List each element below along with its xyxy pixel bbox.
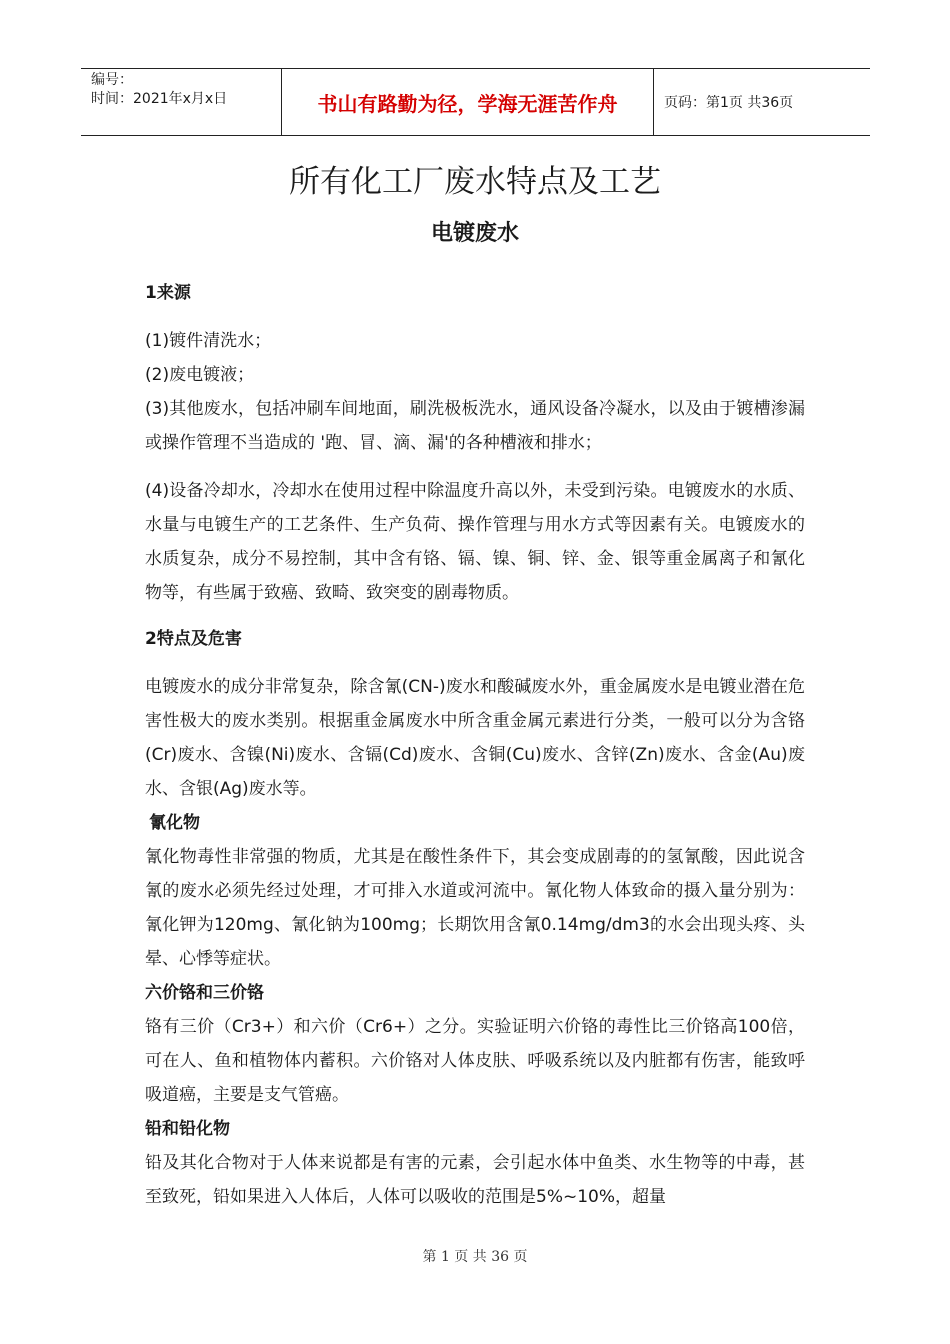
source-item-3: (3)其他废水，包括冲刷车间地面，刷洗极板洗水，通风设备冷凝水，以及由于镀槽渗漏或操作管理不当造成的 '跑、冒、滴、漏'的各种槽液和排水；	[145, 399, 805, 453]
header-meta	[81, 69, 282, 135]
header-motto: 书山有路勤为径，学海无涯苦作舟	[282, 69, 654, 135]
features-paragraph: 电镀废水的成分非常复杂，除含氰(CN-)废水和酸碱废水外，重金属废水是电镀业潜在危害性极大的废水类别。根据重金属废水中所含重金属元素进行分类，一般可以分为含铬(Cr)废水、含镍(Ni)废水、含镉(Cd)废水、含铜(Cu)废水、含锌(Zn)废水、含金(Au)废水、含银(Ag)废水等。	[145, 677, 805, 799]
section-heading-source: 1来源	[145, 283, 191, 303]
document-subtitle: 电镀废水	[430, 221, 519, 246]
lead-paragraph: 铅及其化合物对于人体来说都是有害的元素，会引起水体中鱼类、水生物等的中毒，甚至致死，铅如果进入人体后，人体可以吸收的范围是5%~10%，超量	[145, 1153, 805, 1207]
section-heading-features: 2特点及危害	[145, 629, 242, 649]
subheading-lead: 铅和铅化物	[145, 1119, 230, 1139]
page-header	[81, 68, 870, 136]
page-footer: 第 1 页 共 36 页	[422, 1249, 528, 1265]
time-label: 时间：2021年x月x日	[91, 91, 228, 107]
subheading-chromium: 六价铬和三价铬	[145, 983, 264, 1003]
source-item-4: (4)设备冷却水，冷却水在使用过程中除温度升高以外，未受到污染。电镀废水的水质、水量与电镀生产的工艺条件、生产负荷、操作管理与用水方式等因素有关。电镀废水的水质复杂，成分不易控制，其中含有铬、镉、镍、铜、锌、金、银等重金属离子和氰化物等，有些属于致癌、致畸、致突变的剧毒物质。	[145, 481, 805, 603]
document-title: 所有化工厂废水特点及工艺	[289, 164, 661, 200]
number-label: 编号：	[91, 72, 133, 88]
chromium-paragraph: 铬有三价（Cr3+）和六价（Cr6+）之分。实验证明六价铬的毒性比三价铬高100倍，可在人、鱼和植物体内蓄积。六价铬对人体皮肤、呼吸系统以及内脏都有伤害，能致呼吸道癌，主要是支气管癌。	[145, 1017, 805, 1105]
subheading-cyanide: 氰化物	[149, 813, 200, 833]
source-item-2: (2)废电镀液；	[145, 365, 255, 385]
document-body	[145, 276, 805, 1214]
cyanide-paragraph: 氰化物毒性非常强的物质，尤其是在酸性条件下，其会变成剧毒的的氢氰酸，因此说含氰的废水必须先经过处理，才可排入水道或河流中。氰化物人体致命的摄入量分别为：氰化钾为120mg、氰化钠为100mg；长期饮用含氰0.14mg/dm3的水会出现头疼、头晕、心悸等症状。	[145, 847, 805, 969]
header-page-info: 页码：第1页 共36页	[664, 95, 794, 111]
source-item-1: (1)镀件清洗水；	[145, 331, 272, 351]
